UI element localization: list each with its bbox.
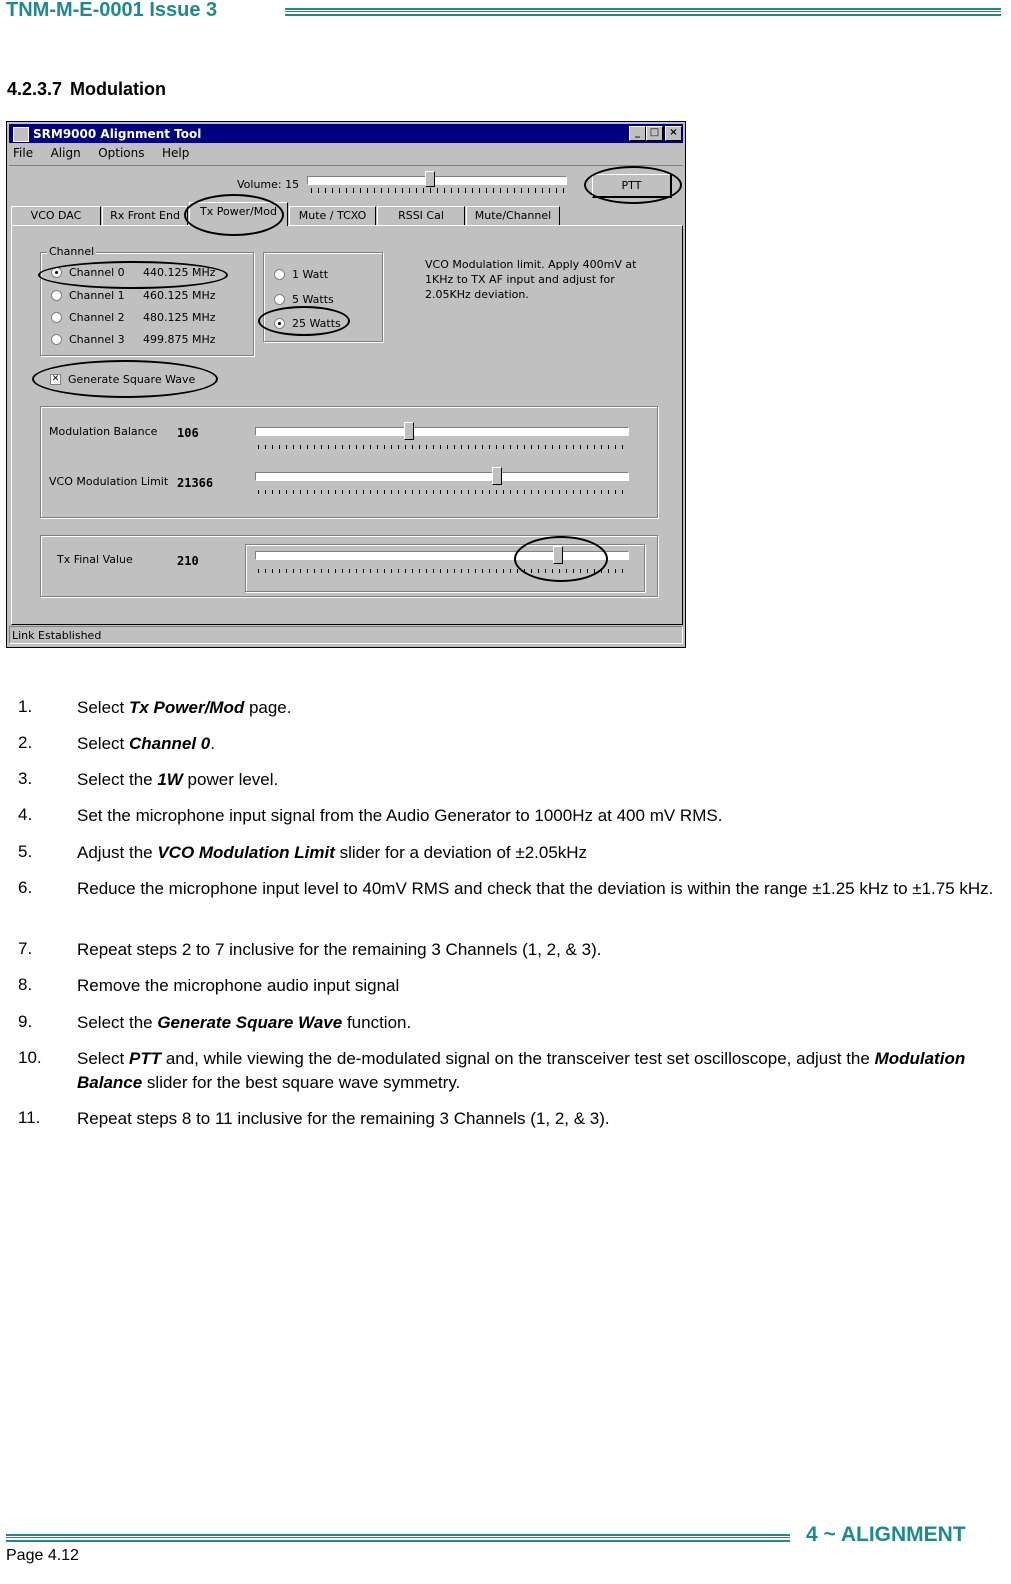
tx-final-group: [40, 535, 658, 597]
vco-note-line-2: 1KHz to TX AF input and adjust for: [425, 273, 615, 286]
tx-final-slider-thumb[interactable]: [553, 546, 563, 564]
mod-balance-ticks: [258, 445, 628, 449]
tab-rx-front-end[interactable]: Rx Front End: [102, 206, 188, 226]
status-bar: [9, 626, 683, 644]
menu-divider: [9, 165, 683, 166]
step-fragment: Remove the microphone audio input signal: [77, 976, 400, 995]
step-number: 11.: [18, 1108, 41, 1127]
mod-balance-slider-track[interactable]: [255, 427, 629, 436]
step-emphasis: Channel 0: [128, 734, 211, 753]
step-number: 7.: [18, 939, 33, 958]
power-25w-label: 25 Watts: [292, 317, 341, 330]
step-number: 3.: [18, 769, 33, 788]
power-1w-radio[interactable]: [274, 269, 285, 280]
vco-mod-limit-label: VCO Modulation Limit: [49, 475, 169, 488]
maximize-button[interactable]: □: [646, 126, 663, 141]
window-title: SRM9000 Alignment Tool: [33, 127, 202, 141]
step-number: 5.: [18, 842, 33, 861]
section-heading: [7, 79, 174, 100]
step-number: 9.: [18, 1012, 33, 1031]
step-text: [77, 696, 1002, 720]
menu-help[interactable]: Help: [162, 146, 190, 160]
mod-balance-slider-thumb[interactable]: [404, 422, 414, 440]
channel-1-name: Channel 1: [69, 289, 125, 302]
step-text: [77, 732, 1002, 756]
square-wave-checkbox[interactable]: ✕: [51, 374, 60, 384]
section-title: Modulation: [70, 79, 167, 99]
step-fragment: Repeat steps 8 to 11 inclusive for the remaining 3 Channels (1, 2, & 3).: [77, 1109, 610, 1128]
mod-balance-label: Modulation Balance: [49, 425, 158, 438]
footer-rule: [6, 1534, 790, 1542]
channel-2-name: Channel 2: [69, 311, 125, 324]
menu-file[interactable]: File: [13, 146, 34, 160]
channel-0-freq: 440.125 MHz: [143, 266, 216, 279]
step-emphasis: Modulation Balance: [77, 1049, 966, 1092]
header-rule: [285, 8, 1001, 16]
channel-0-name: Channel 0: [69, 266, 125, 279]
channel-1-freq: 460.125 MHz: [143, 289, 216, 302]
tx-final-value: 210: [177, 554, 199, 568]
channel-group: [40, 245, 254, 356]
footer-section: 4 ~ ALIGNMENT: [806, 1523, 966, 1546]
volume-slider-thumb[interactable]: [425, 171, 435, 187]
step-fragment: power level.: [182, 770, 279, 789]
step-text: [77, 1011, 1002, 1035]
step-number: 2.: [18, 733, 33, 752]
channel-2-radio[interactable]: [51, 312, 62, 323]
menu-bar: [13, 146, 203, 160]
step-text: [77, 974, 1002, 998]
modulation-group: [40, 406, 658, 518]
step-fragment: slider for the best square wave symmetry.: [142, 1073, 461, 1092]
step-fragment: Reduce the microphone input level to 40mV RMS and check that the deviation is within the range ±1.25 kHz to ±1.75 kHz.: [77, 879, 994, 898]
ptt-button[interactable]: PTT: [592, 174, 672, 198]
step-emphasis: PTT: [128, 1049, 162, 1068]
step-fragment: Adjust the: [77, 843, 158, 862]
step-text: [77, 1107, 1002, 1131]
volume-slider-track[interactable]: [307, 176, 567, 185]
step-fragment: Select the: [77, 1013, 158, 1032]
tab-vco-dac[interactable]: VCO DAC: [11, 206, 101, 226]
step-emphasis: 1W: [157, 770, 183, 789]
title-bar: [9, 124, 683, 143]
vco-mod-limit-slider-thumb[interactable]: [492, 467, 502, 485]
vco-note-line-1: VCO Modulation limit. Apply 400mV at: [425, 258, 637, 271]
step-emphasis: Generate Square Wave: [157, 1013, 343, 1032]
vco-mod-limit-slider-track[interactable]: [255, 472, 629, 481]
section-number: 4.2.3.7: [7, 79, 63, 99]
power-25w-radio[interactable]: [274, 318, 285, 329]
close-button[interactable]: ×: [665, 126, 682, 141]
vco-mod-limit-value: 21366: [177, 476, 214, 490]
vco-mod-limit-ticks: [258, 490, 628, 494]
step-number: 4.: [18, 805, 33, 824]
step-fragment: .: [210, 734, 215, 753]
alignment-tool-window: [6, 121, 686, 648]
vco-note: [425, 257, 636, 302]
step-fragment: Repeat steps 2 to 7 inclusive for the remaining 3 Channels (1, 2, & 3).: [77, 940, 602, 959]
page-number: Page 4.12: [6, 1547, 79, 1564]
step-fragment: page.: [244, 698, 292, 717]
step-text: [77, 877, 1002, 901]
minimize-button[interactable]: _: [629, 126, 646, 141]
tx-final-ticks: [258, 569, 628, 573]
channel-group-label: Channel: [49, 245, 95, 258]
menu-align[interactable]: Align: [50, 146, 81, 160]
step-fragment: function.: [342, 1013, 412, 1032]
document-id: TNM-M-E-0001 Issue 3: [6, 0, 218, 21]
power-group: [263, 252, 383, 342]
step-number: 10.: [18, 1048, 42, 1067]
volume-ticks: [311, 188, 567, 193]
tab-panel: [11, 225, 683, 625]
step-number: 8.: [18, 975, 33, 994]
power-1w-label: 1 Watt: [292, 268, 329, 281]
vco-note-line-3: 2.05KHz deviation.: [425, 288, 529, 301]
channel-3-name: Channel 3: [69, 333, 125, 346]
channel-1-radio[interactable]: [51, 290, 62, 301]
step-fragment: Set the microphone input signal from the Audio Generator to 1000Hz at 400 mV RMS.: [77, 806, 723, 825]
menu-options[interactable]: Options: [98, 146, 145, 160]
step-fragment: Select: [77, 1049, 129, 1068]
square-wave-label: Generate Square Wave: [68, 373, 196, 386]
step-number: 1.: [18, 697, 33, 716]
tab-mute-tcxo[interactable]: Mute / TCXO: [289, 206, 376, 226]
mod-balance-value: 106: [177, 426, 199, 440]
step-fragment: Select: [77, 734, 129, 753]
channel-2-freq: 480.125 MHz: [143, 311, 216, 324]
channel-3-radio[interactable]: [51, 334, 62, 345]
tab-tx-power-mod[interactable]: Tx Power/Mod: [189, 202, 288, 226]
step-text: [77, 841, 1002, 865]
status-text: Link Established: [12, 629, 102, 642]
tx-final-label: Tx Final Value: [57, 553, 133, 566]
power-5w-label: 5 Watts: [292, 293, 334, 306]
step-emphasis: Tx Power/Mod: [128, 698, 245, 717]
step-number: 6.: [18, 878, 33, 897]
app-icon: [13, 127, 29, 142]
step-text: [77, 938, 1002, 962]
tx-final-slider-track[interactable]: [255, 551, 629, 560]
step-fragment: slider for a deviation of ±2.05kHz: [334, 843, 588, 862]
step-fragment: Select the: [77, 770, 158, 789]
step-text: [77, 768, 1002, 792]
step-emphasis: VCO Modulation Limit: [157, 843, 335, 862]
tab-strip: [11, 204, 683, 226]
tab-rssi-cal[interactable]: RSSI Cal: [377, 206, 465, 226]
tab-mute-channel[interactable]: Mute/Channel: [466, 206, 560, 226]
power-5w-radio[interactable]: [274, 294, 285, 305]
step-text: [77, 804, 1002, 828]
channel-3-freq: 499.875 MHz: [143, 333, 216, 346]
step-fragment: and, while viewing the de-modulated signal on the transceiver test set oscilloscope, adjust the: [161, 1049, 875, 1068]
channel-0-radio[interactable]: [51, 267, 62, 278]
step-fragment: Select: [77, 698, 129, 717]
volume-label: Volume: 15: [237, 178, 300, 191]
step-text: [77, 1047, 1002, 1095]
